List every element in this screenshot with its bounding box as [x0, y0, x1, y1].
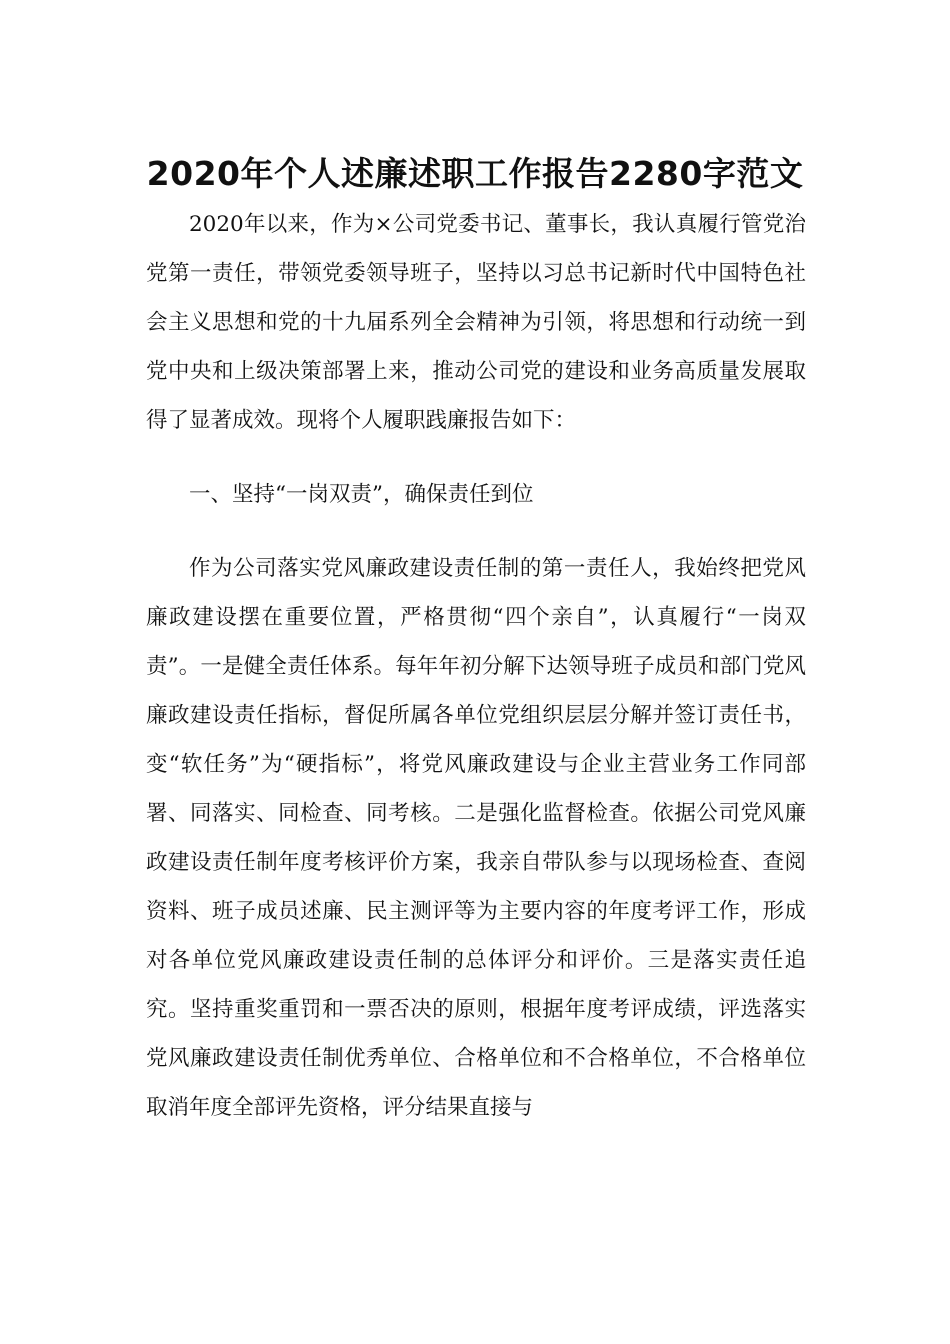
- section-1-paragraph: 作为公司落实党风廉政建设责任制的第一责任人，我始终把党风廉政建设摆在重要位置，严格贯彻“四个亲自”，认真履行“一岗双责”。一是健全责任体系。每年年初分解下达领导班子成员和部门党风廉政建设责任指标，督促所属各单位党组织层层分解并签订责任书，变“软任务”为“硬指标”，将党风廉政建设与企业主营业务工作同部署、同落实、同检查、同考核。二是强化监督检查。依据公司党风廉政建设责任制年度考核评价方案，我亲自带队参与以现场检查、查阅资料、班子成员述廉、民主测评等为主要内容的年度考评工作，形成对各单位党风廉政建设责任制的总体评分和评价。三是落实责任追究。坚持重奖重罚和一票否决的原则，根据年度考评成绩，评选落实党风廉政建设责任制优秀单位、合格单位和不合格单位，不合格单位取消年度全部评先资格，评分结果直接与: [146, 556, 806, 1120]
- intro-paragraph: 2020年以来，作为×公司党委书记、董事长，我认真履行管党治党第一责任，带领党委领导班子，坚持以习总书记新时代中国特色社会主义思想和党的十九届系列全会精神为引领，将思想和行动统一到党中央和上级决策部署上来，推动公司党的建设和业务高质量发展取得了显著成效。现将个人履职践廉报告如下：: [146, 212, 806, 433]
- document-title: 2020年个人述廉述职工作报告2280字范文: [146, 154, 804, 194]
- section-heading-1: 一、坚持“一岗双责”，确保责任到位: [189, 482, 534, 507]
